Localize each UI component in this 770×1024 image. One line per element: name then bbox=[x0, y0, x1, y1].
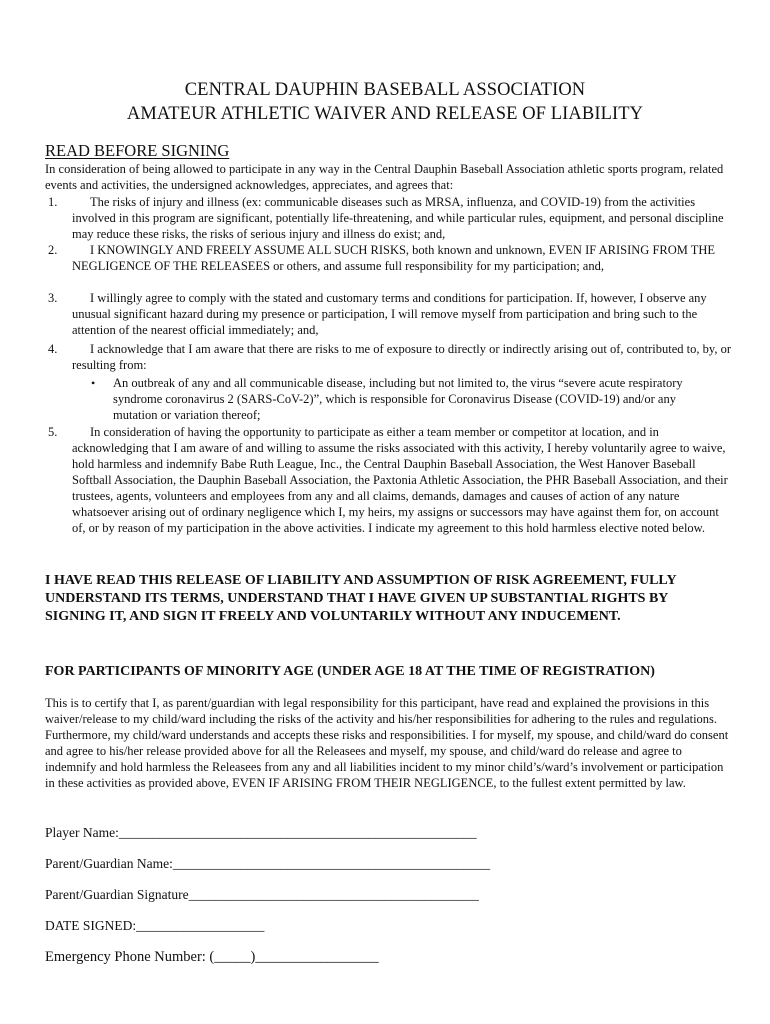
item-4-text: I acknowledge that I am aware that there are risks to me of exposure to directly or indirectly arising out of, contributed to, by, or resulting from: bbox=[72, 342, 731, 372]
intro-paragraph: In consideration of being allowed to participate in any way in the Central Dauphin Baseball Association athletic sports program, related events and activities, the undersigned acknowledges, appreciates, and agrees that: bbox=[45, 162, 724, 192]
parent-name-field[interactable]: Parent/Guardian Name:_______________________________________________ bbox=[45, 856, 491, 871]
title-line-1: CENTRAL DAUPHIN BASEBALL ASSOCIATION bbox=[184, 80, 586, 100]
item-5-text: In consideration of having the opportunity to participate as either a team member or competitor at location, and in acknowledging that I am aware of and willing to assume the risks associated with this activity, I hereby voluntarily agree to waive, hold harmless and indemnify Babe Ruth League, Inc., the Central Dauphin Baseball Association, the West Hanover Baseball Softball Association, the Dauphin Baseball Association, the Paxtonia Athletic Association, the PHR Baseball Association, and their trustees, agents, volunteers and employees from any and all claims, demands, damages and causes of action of any nature whatsoever arising out of ordinary negligence which I, my heirs, my assigns or successors may have against them for, on account of, or by reason of my participation in the above activities. I indicate my agreement to this hold harmless elective noted below. bbox=[72, 425, 728, 535]
item-number: 3. bbox=[48, 291, 58, 305]
item-1-text: The risks of injury and illness (ex: communicable diseases such as MRSA, influenza, and COVID-19) from the activities involved in this program are significant, potentially life-threatening, and while particular rules, equipment, and personal discipline may reduce these risks, the risks of serious injury and illness do exist; and, bbox=[72, 195, 724, 241]
read-before-signing-heading: READ BEFORE SIGNING bbox=[45, 141, 230, 160]
item-3-text: I willingly agree to comply with the stated and customary terms and conditions for participation. If, however, I observe any unusual significant hazard during my presence or participation, I will remove myself from participation and bring such to the attention of the nearest official immediately; and, bbox=[72, 291, 707, 337]
item-number: 5. bbox=[48, 425, 58, 439]
bullet-text: An outbreak of any and all communicable disease, including but not limited to, the virus “severe acute respiratory syndrome coronavirus 2 (SARS-CoV-2)”, which is responsible for Coronavirus Disease (COVID-19) and/or any mutation or variation thereof; bbox=[113, 376, 683, 422]
acknowledgement-statement: I HAVE READ THIS RELEASE OF LIABILITY AND ASSUMPTION OF RISK AGREEMENT, FULLY UNDERSTAND ITS TERMS, UNDERSTAND THAT I HAVE GIVEN UP SUBSTANTIAL RIGHTS BY SIGNING IT, AND SIGN IT FREELY AND VOLUNTARILY WITHOUT ANY INDUCEMENT. bbox=[45, 573, 677, 624]
minor-heading: FOR PARTICIPANTS OF MINORITY AGE (UNDER AGE 18 AT THE TIME OF REGISTRATION) bbox=[45, 664, 655, 679]
date-signed-field[interactable]: DATE SIGNED:___________________ bbox=[45, 918, 265, 933]
item-number: 1. bbox=[48, 195, 58, 209]
item-number: 4. bbox=[48, 342, 58, 356]
item-number: 2. bbox=[48, 243, 58, 257]
player-name-field[interactable]: Player Name:_____________________________________________________ bbox=[45, 825, 477, 840]
item-2-text: I KNOWINGLY AND FREELY ASSUME ALL SUCH RISKS, both known and unknown, EVEN IF ARISING FROM THE NEGLIGENCE OF THE RELEASEES or others, and assume full responsibility for my participation; and, bbox=[72, 243, 716, 273]
minor-paragraph: This is to certify that I, as parent/guardian with legal responsibility for this participant, have read and explained the provisions in this waiver/release to my child/ward including the risks of the activity and his/her responsibilities for adhering to the rules and regulations. Furthermore, my child/ward understands and accepts these risks and responsibilities. I for myself, my spouse, and child/ward do consent and agree to his/her release provided above for all the Releasees and myself, my spouse, and child/ward do release and agree to indemnify and hold harmless the Releasees from any and all liabilities incident to my minor child’s/ward’s involvement or participation in these activities as provided above, EVEN IF ARISING FROM THEIR NEGLIGENCE, to the fullest extent permitted by law. bbox=[45, 696, 729, 790]
title-line-2: AMATEUR ATHLETIC WAIVER AND RELEASE OF LIABILITY bbox=[126, 104, 644, 124]
bullet-icon: • bbox=[91, 376, 96, 390]
emergency-phone-field[interactable]: Emergency Phone Number: (_____)_________________ bbox=[45, 949, 379, 965]
parent-signature-field[interactable]: Parent/Guardian Signature___________________________________________ bbox=[45, 887, 479, 902]
